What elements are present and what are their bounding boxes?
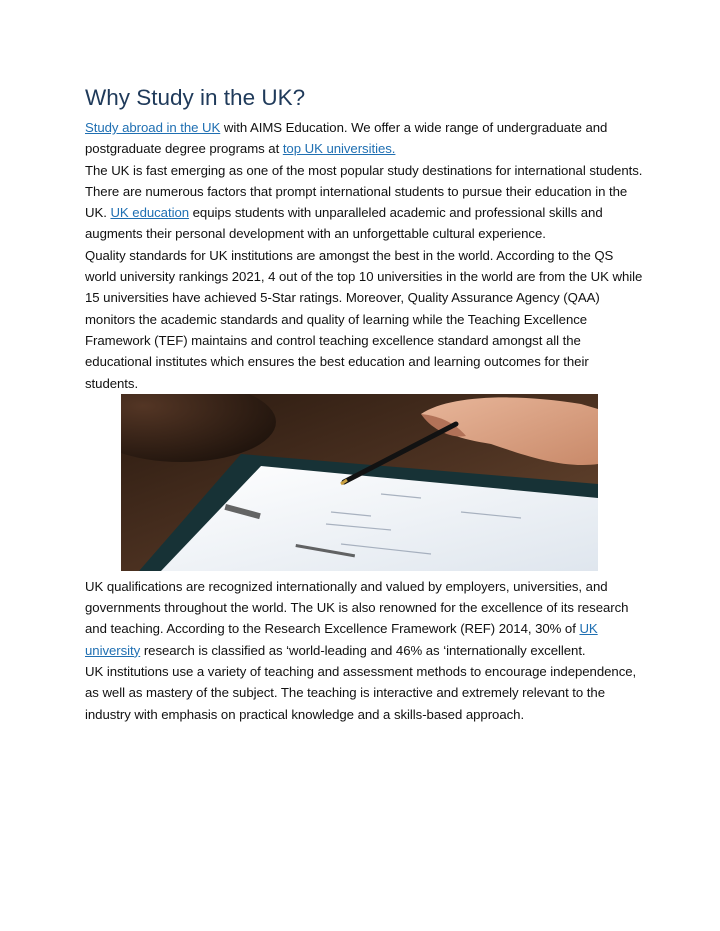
- study-abroad-link[interactable]: Study abroad in the UK: [85, 120, 221, 135]
- top-universities-link[interactable]: top UK universities.: [282, 141, 396, 157]
- intro-text: with AIMS Education. We offer a wide range of undergraduate and postgraduate degree programs at: [85, 120, 608, 157]
- destinations-text-start: The UK is fast emerging as one of the most popular study destinations for international students. There are numerous factors that prompt international students to pursue their education in the UK.: [85, 162, 643, 221]
- destinations-paragraph: [85, 160, 645, 245]
- qualifications-paragraph: [85, 576, 645, 661]
- intro-paragraph: [85, 117, 645, 160]
- teaching-methods-paragraph: UK institutions use a variety of teaching and assessment methods to encourage independence, as well as mastery of the subject. The teaching is interactive and extremely relevant to the industry with emphasis on practical knowledge and a skills-based approach.: [85, 664, 637, 722]
- qualifications-text-start: UK qualifications are recognized internationally and valued by employers, universities, and governments throughout the world. The UK is also renowned for the excellence of its research and teaching. According to the Research Excellence Framework (REF) 2014, 30% of: [85, 578, 629, 637]
- uk-education-link[interactable]: UK education: [110, 205, 190, 221]
- qualifications-text-end: research is classified as ‘world-leading and 46% as ‘internationally excellent.: [140, 642, 586, 658]
- uk-university-link[interactable]: UK university: [85, 621, 598, 658]
- signing-document-photo: [121, 394, 598, 571]
- quality-standards-paragraph: Quality standards for UK institutions are amongst the best in the world. According to the QS world university rankings 2021, 4 out of the top 10 universities in the world are from the UK while 15 universities have achieved 5-Star ratings. Moreover, Quality Assurance Agency (QAA) monitors the academic standards and quality of learning while the Teaching Excellence Framework (TEF) maintains and control teaching excellence standard amongst all the educational institutes which ensures the best education and learning outcomes for their students.: [85, 247, 643, 391]
- page-title: Why Study in the UK?: [85, 85, 306, 110]
- destinations-text-end: equips students with unparalleled academic and professional skills and augments their personal development with an unforgettable cultural experience.: [85, 205, 603, 242]
- document-page: [85, 84, 645, 725]
